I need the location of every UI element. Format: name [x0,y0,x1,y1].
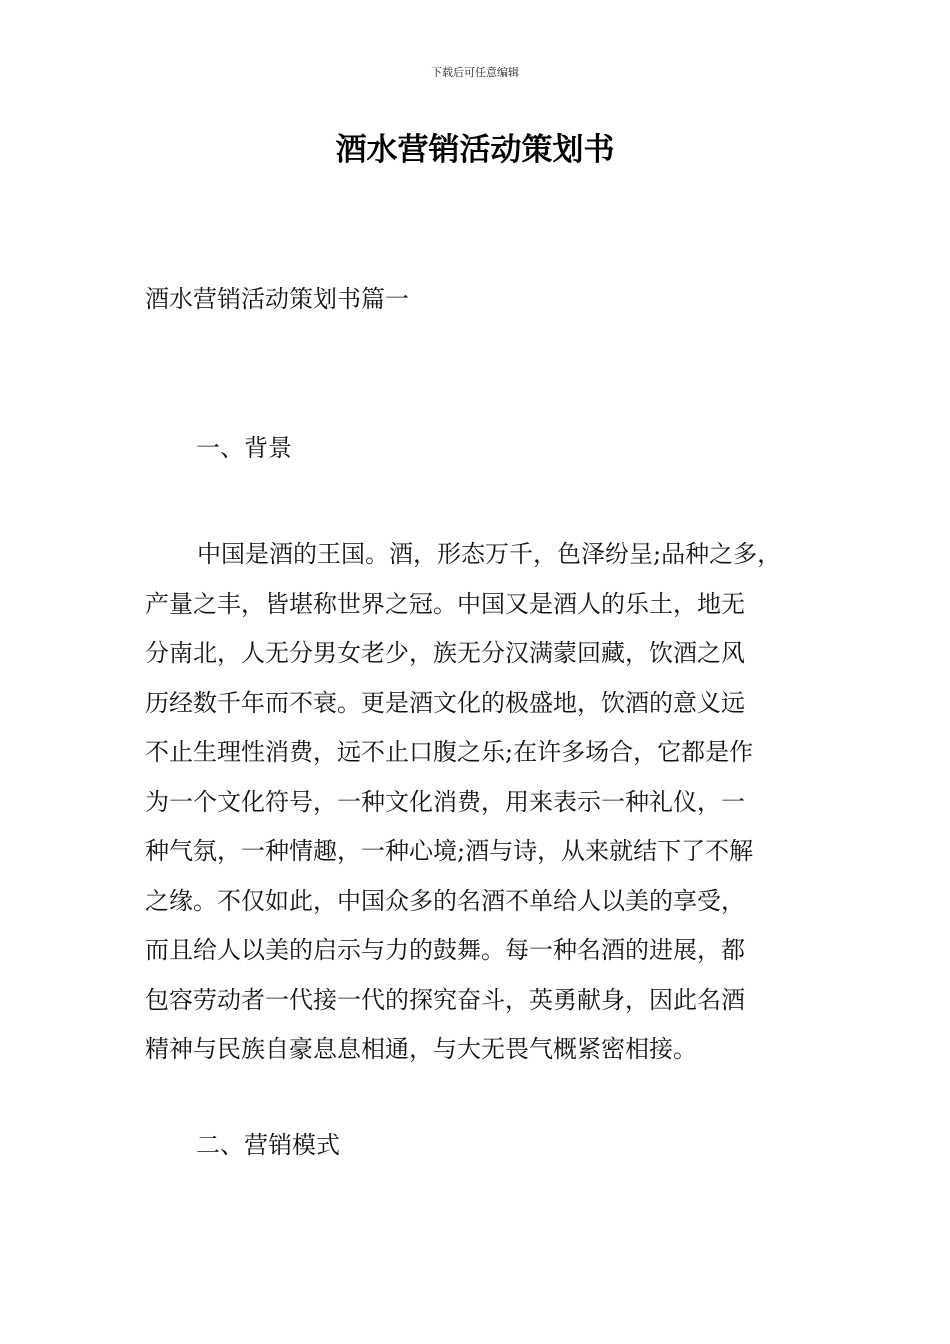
paragraph-line: 分南北，人无分男女老少，族无分汉满蒙回藏，饮酒之风 [145,639,745,667]
section-heading-background: 一、背景 [196,434,292,462]
paragraph-line: 种气氛，一种情趣，一种心境;酒与诗，从来就结下了不解 [145,837,754,865]
paragraph-line: 包容劳动者一代接一代的探究奋斗，英勇献身，因此名酒 [145,985,745,1014]
background-paragraph [145,530,840,1075]
paragraph-line: 历经数千年而不衰。更是酒文化的极盛地，饮酒的意义远 [145,688,745,717]
section-heading-marketing-model: 二、营销模式 [196,1131,340,1159]
paragraph-line: 为一个文化符号，一种文化消费，用来表示一种礼仪，一 [145,787,745,816]
paragraph-line: 精神与民族自豪息息相通，与大无畏气概紧密相接。 [145,1035,697,1063]
paragraph-line: 不止生理性消费，远不止口腹之乐;在许多场合，它都是作 [145,738,754,766]
paragraph-line: 之缘。不仅如此，中国众多的名酒不单给人以美的享受， [145,886,745,915]
paragraph-line: 产量之丰，皆堪称世界之冠。中国又是酒人的乐土，地无 [145,589,745,618]
document-subtitle: 酒水营销活动策划书篇一 [145,285,409,313]
page-header-note: 下载后可任意编辑 [431,66,519,79]
paragraph-line: 而且给人以美的启示与力的鼓舞。每一种名酒的进展，都 [145,936,745,964]
document-title: 酒水营销活动策划书 [335,132,615,168]
paragraph-line: 中国是酒的王国。酒，形态万千，色泽纷呈;品种之多， [197,540,782,568]
